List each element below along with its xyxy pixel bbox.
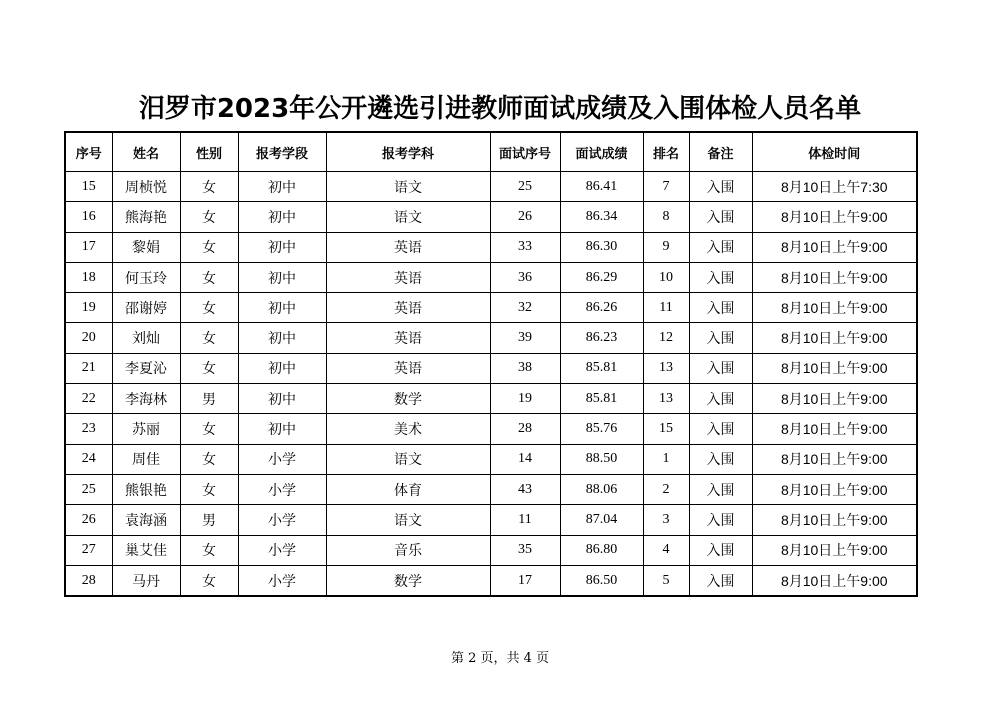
cell-rank: 9 bbox=[643, 232, 689, 262]
table-row bbox=[65, 262, 917, 292]
cell-name: 熊海艳 bbox=[112, 202, 180, 232]
table-header-row bbox=[65, 132, 917, 172]
cell-rank: 13 bbox=[643, 384, 689, 414]
cell-rank: 12 bbox=[643, 323, 689, 353]
cell-subject: 体育 bbox=[326, 474, 490, 504]
cell-subject: 音乐 bbox=[326, 535, 490, 565]
header-gender: 性别 bbox=[180, 132, 238, 172]
cell-level: 小学 bbox=[238, 444, 326, 474]
cell-level: 小学 bbox=[238, 535, 326, 565]
cell-remark: 入围 bbox=[689, 172, 752, 202]
cell-subject: 英语 bbox=[326, 262, 490, 292]
cell-subject: 数学 bbox=[326, 565, 490, 596]
cell-gender: 女 bbox=[180, 535, 238, 565]
cell-name: 巢艾佳 bbox=[112, 535, 180, 565]
cell-rank: 15 bbox=[643, 414, 689, 444]
cell-interview-number: 25 bbox=[490, 172, 560, 202]
cell-level: 小学 bbox=[238, 505, 326, 535]
table-row bbox=[65, 565, 917, 596]
cell-exam-time: 8月10日上午7:30 bbox=[752, 172, 917, 202]
cell-name: 黎娟 bbox=[112, 232, 180, 262]
cell-level: 初中 bbox=[238, 353, 326, 383]
cell-gender: 女 bbox=[180, 202, 238, 232]
table-row bbox=[65, 414, 917, 444]
cell-subject: 语文 bbox=[326, 202, 490, 232]
cell-index: 22 bbox=[65, 384, 112, 414]
cell-level: 初中 bbox=[238, 262, 326, 292]
header-rank: 排名 bbox=[643, 132, 689, 172]
cell-exam-time: 8月10日上午9:00 bbox=[752, 384, 917, 414]
cell-index: 19 bbox=[65, 293, 112, 323]
cell-interview-score: 85.76 bbox=[560, 414, 643, 444]
cell-subject: 英语 bbox=[326, 293, 490, 323]
cell-gender: 女 bbox=[180, 565, 238, 596]
table-row bbox=[65, 172, 917, 202]
cell-index: 20 bbox=[65, 323, 112, 353]
cell-interview-score: 85.81 bbox=[560, 384, 643, 414]
document-title: 汨罗市2023年公开遴选引进教师面试成绩及入围体检人员名单 bbox=[138, 94, 862, 124]
cell-interview-number: 26 bbox=[490, 202, 560, 232]
cell-interview-number: 33 bbox=[490, 232, 560, 262]
header-subject: 报考学科 bbox=[326, 132, 490, 172]
cell-interview-score: 86.30 bbox=[560, 232, 643, 262]
cell-interview-score: 86.34 bbox=[560, 202, 643, 232]
table-row bbox=[65, 535, 917, 565]
cell-remark: 入围 bbox=[689, 323, 752, 353]
table-row bbox=[65, 444, 917, 474]
cell-gender: 男 bbox=[180, 505, 238, 535]
cell-gender: 女 bbox=[180, 172, 238, 202]
cell-index: 24 bbox=[65, 444, 112, 474]
header-exam-time: 体检时间 bbox=[752, 132, 917, 172]
cell-rank: 10 bbox=[643, 262, 689, 292]
cell-interview-score: 86.50 bbox=[560, 565, 643, 596]
cell-interview-number: 39 bbox=[490, 323, 560, 353]
cell-subject: 英语 bbox=[326, 232, 490, 262]
cell-remark: 入围 bbox=[689, 293, 752, 323]
cell-index: 27 bbox=[65, 535, 112, 565]
cell-remark: 入围 bbox=[689, 232, 752, 262]
page-footer: 第 2 页，共 4 页 bbox=[450, 651, 550, 666]
cell-gender: 女 bbox=[180, 414, 238, 444]
cell-subject: 数学 bbox=[326, 384, 490, 414]
cell-level: 初中 bbox=[238, 414, 326, 444]
header-name: 姓名 bbox=[112, 132, 180, 172]
cell-index: 28 bbox=[65, 565, 112, 596]
cell-gender: 男 bbox=[180, 384, 238, 414]
cell-index: 26 bbox=[65, 505, 112, 535]
table-row bbox=[65, 232, 917, 262]
cell-remark: 入围 bbox=[689, 353, 752, 383]
header-index: 序号 bbox=[65, 132, 112, 172]
header-remark: 备注 bbox=[689, 132, 752, 172]
cell-index: 23 bbox=[65, 414, 112, 444]
cell-name: 熊银艳 bbox=[112, 474, 180, 504]
cell-gender: 女 bbox=[180, 323, 238, 353]
cell-gender: 女 bbox=[180, 474, 238, 504]
table-row bbox=[65, 505, 917, 535]
cell-name: 袁海涵 bbox=[112, 505, 180, 535]
cell-exam-time: 8月10日上午9:00 bbox=[752, 505, 917, 535]
cell-index: 16 bbox=[65, 202, 112, 232]
cell-rank: 8 bbox=[643, 202, 689, 232]
cell-rank: 13 bbox=[643, 353, 689, 383]
cell-gender: 女 bbox=[180, 353, 238, 383]
cell-name: 李夏沁 bbox=[112, 353, 180, 383]
cell-interview-score: 86.41 bbox=[560, 172, 643, 202]
cell-rank: 4 bbox=[643, 535, 689, 565]
cell-remark: 入围 bbox=[689, 262, 752, 292]
cell-exam-time: 8月10日上午9:00 bbox=[752, 474, 917, 504]
cell-remark: 入围 bbox=[689, 384, 752, 414]
cell-index: 17 bbox=[65, 232, 112, 262]
table-row bbox=[65, 293, 917, 323]
cell-rank: 2 bbox=[643, 474, 689, 504]
cell-interview-number: 32 bbox=[490, 293, 560, 323]
cell-name: 周桢悦 bbox=[112, 172, 180, 202]
cell-gender: 女 bbox=[180, 293, 238, 323]
cell-exam-time: 8月10日上午9:00 bbox=[752, 535, 917, 565]
cell-name: 李海林 bbox=[112, 384, 180, 414]
cell-subject: 语文 bbox=[326, 172, 490, 202]
cell-exam-time: 8月10日上午9:00 bbox=[752, 262, 917, 292]
cell-remark: 入围 bbox=[689, 444, 752, 474]
cell-remark: 入围 bbox=[689, 474, 752, 504]
cell-level: 初中 bbox=[238, 232, 326, 262]
cell-interview-score: 88.50 bbox=[560, 444, 643, 474]
cell-exam-time: 8月10日上午9:00 bbox=[752, 293, 917, 323]
cell-exam-time: 8月10日上午9:00 bbox=[752, 202, 917, 232]
cell-subject: 语文 bbox=[326, 505, 490, 535]
cell-remark: 入围 bbox=[689, 505, 752, 535]
cell-interview-number: 11 bbox=[490, 505, 560, 535]
cell-level: 小学 bbox=[238, 474, 326, 504]
cell-rank: 3 bbox=[643, 505, 689, 535]
cell-exam-time: 8月10日上午9:00 bbox=[752, 323, 917, 353]
table-row bbox=[65, 384, 917, 414]
cell-level: 初中 bbox=[238, 384, 326, 414]
cell-subject: 英语 bbox=[326, 323, 490, 353]
cell-level: 小学 bbox=[238, 565, 326, 596]
cell-rank: 11 bbox=[643, 293, 689, 323]
candidate-table bbox=[64, 131, 918, 597]
cell-rank: 1 bbox=[643, 444, 689, 474]
cell-exam-time: 8月10日上午9:00 bbox=[752, 444, 917, 474]
cell-gender: 女 bbox=[180, 444, 238, 474]
cell-remark: 入围 bbox=[689, 414, 752, 444]
cell-name: 苏丽 bbox=[112, 414, 180, 444]
cell-gender: 女 bbox=[180, 232, 238, 262]
cell-interview-number: 28 bbox=[490, 414, 560, 444]
cell-name: 刘灿 bbox=[112, 323, 180, 353]
cell-interview-number: 36 bbox=[490, 262, 560, 292]
cell-level: 初中 bbox=[238, 323, 326, 353]
cell-name: 马丹 bbox=[112, 565, 180, 596]
cell-index: 18 bbox=[65, 262, 112, 292]
cell-interview-score: 85.81 bbox=[560, 353, 643, 383]
cell-level: 初中 bbox=[238, 202, 326, 232]
cell-subject: 英语 bbox=[326, 353, 490, 383]
cell-exam-time: 8月10日上午9:00 bbox=[752, 232, 917, 262]
cell-level: 初中 bbox=[238, 172, 326, 202]
cell-interview-score: 86.80 bbox=[560, 535, 643, 565]
cell-remark: 入围 bbox=[689, 202, 752, 232]
header-level: 报考学段 bbox=[238, 132, 326, 172]
header-interview-score: 面试成绩 bbox=[560, 132, 643, 172]
table-row bbox=[65, 353, 917, 383]
cell-gender: 女 bbox=[180, 262, 238, 292]
cell-interview-number: 38 bbox=[490, 353, 560, 383]
table-row bbox=[65, 474, 917, 504]
cell-interview-number: 14 bbox=[490, 444, 560, 474]
table-row bbox=[65, 323, 917, 353]
cell-level: 初中 bbox=[238, 293, 326, 323]
cell-name: 邵谢婷 bbox=[112, 293, 180, 323]
table-row bbox=[65, 202, 917, 232]
cell-interview-score: 86.29 bbox=[560, 262, 643, 292]
cell-remark: 入围 bbox=[689, 535, 752, 565]
cell-exam-time: 8月10日上午9:00 bbox=[752, 353, 917, 383]
cell-interview-score: 86.26 bbox=[560, 293, 643, 323]
cell-interview-score: 87.04 bbox=[560, 505, 643, 535]
cell-interview-score: 88.06 bbox=[560, 474, 643, 504]
cell-interview-number: 43 bbox=[490, 474, 560, 504]
cell-index: 15 bbox=[65, 172, 112, 202]
cell-exam-time: 8月10日上午9:00 bbox=[752, 565, 917, 596]
header-interview-number: 面试序号 bbox=[490, 132, 560, 172]
cell-subject: 语文 bbox=[326, 444, 490, 474]
cell-remark: 入围 bbox=[689, 565, 752, 596]
cell-interview-number: 19 bbox=[490, 384, 560, 414]
cell-name: 周佳 bbox=[112, 444, 180, 474]
cell-index: 25 bbox=[65, 474, 112, 504]
cell-index: 21 bbox=[65, 353, 112, 383]
cell-name: 何玉玲 bbox=[112, 262, 180, 292]
cell-rank: 7 bbox=[643, 172, 689, 202]
cell-interview-number: 35 bbox=[490, 535, 560, 565]
cell-interview-score: 86.23 bbox=[560, 323, 643, 353]
cell-rank: 5 bbox=[643, 565, 689, 596]
cell-exam-time: 8月10日上午9:00 bbox=[752, 414, 917, 444]
cell-subject: 美术 bbox=[326, 414, 490, 444]
table-body bbox=[65, 172, 917, 597]
cell-interview-number: 17 bbox=[490, 565, 560, 596]
